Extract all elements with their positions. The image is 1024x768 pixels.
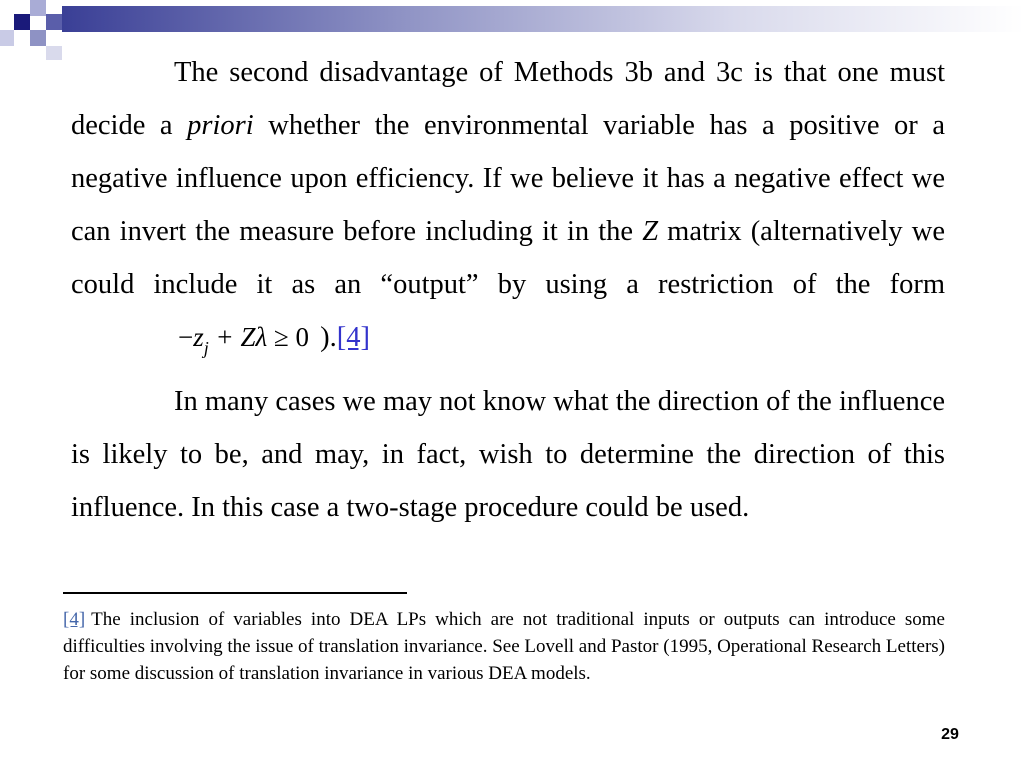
- p1-text-after-z: matrix (alternatively we could include it as an “output” by using a restriction of the form: [71, 216, 945, 300]
- restriction-formula: [71, 311, 313, 375]
- paragraph-1: [71, 46, 945, 375]
- formula-plus-zlambda: + Zλ: [208, 322, 274, 352]
- footnote-text: The inclusion of variables into DEA LPs which are not traditional inputs or outputs can introduce some difficulties involving the issue of translation invariance. See Lovell and Pastor (1995, Operational Research Letters) for some discussion of translation invariance in various DEA models.: [63, 609, 945, 684]
- italic-priori: priori: [187, 110, 254, 141]
- formula-minus: −: [178, 322, 194, 352]
- footnote-anchor-link[interactable]: [4]: [63, 609, 86, 630]
- decor-square: [46, 14, 62, 30]
- formula-geq-zero: ≥ 0: [273, 322, 310, 352]
- decor-square: [46, 46, 62, 60]
- p1-text-middle: whether the environmental variable has a positive or a negative influence upon efficiency. If we believe it has a negative effect we can invert the measure before including it in the: [71, 110, 945, 247]
- p1-closing: ).: [313, 322, 337, 353]
- footnote-ref-link[interactable]: [4]: [336, 322, 371, 353]
- decor-square: [30, 0, 46, 16]
- formula-subscript: j: [203, 338, 209, 358]
- footnote: [63, 606, 945, 687]
- p1-text-start: The second disadvantage of Methods 3b and 3c is that one must decide a: [71, 57, 945, 141]
- slide-body: [71, 46, 945, 534]
- header-gradient-bar: [62, 6, 1024, 32]
- z-matrix-symbol: Z: [642, 216, 659, 247]
- footnote-divider: [63, 592, 407, 594]
- page-number: 29: [941, 726, 959, 743]
- decor-square: [0, 30, 14, 46]
- decor-square: [30, 30, 46, 46]
- decor-square: [14, 14, 30, 30]
- formula-z: z: [193, 322, 204, 352]
- paragraph-2: In many cases we may not know what the direction of the influence is likely to be, and may, in fact, wish to determine the direction of this influence. In this case a two-stage procedure could be used.: [71, 386, 945, 523]
